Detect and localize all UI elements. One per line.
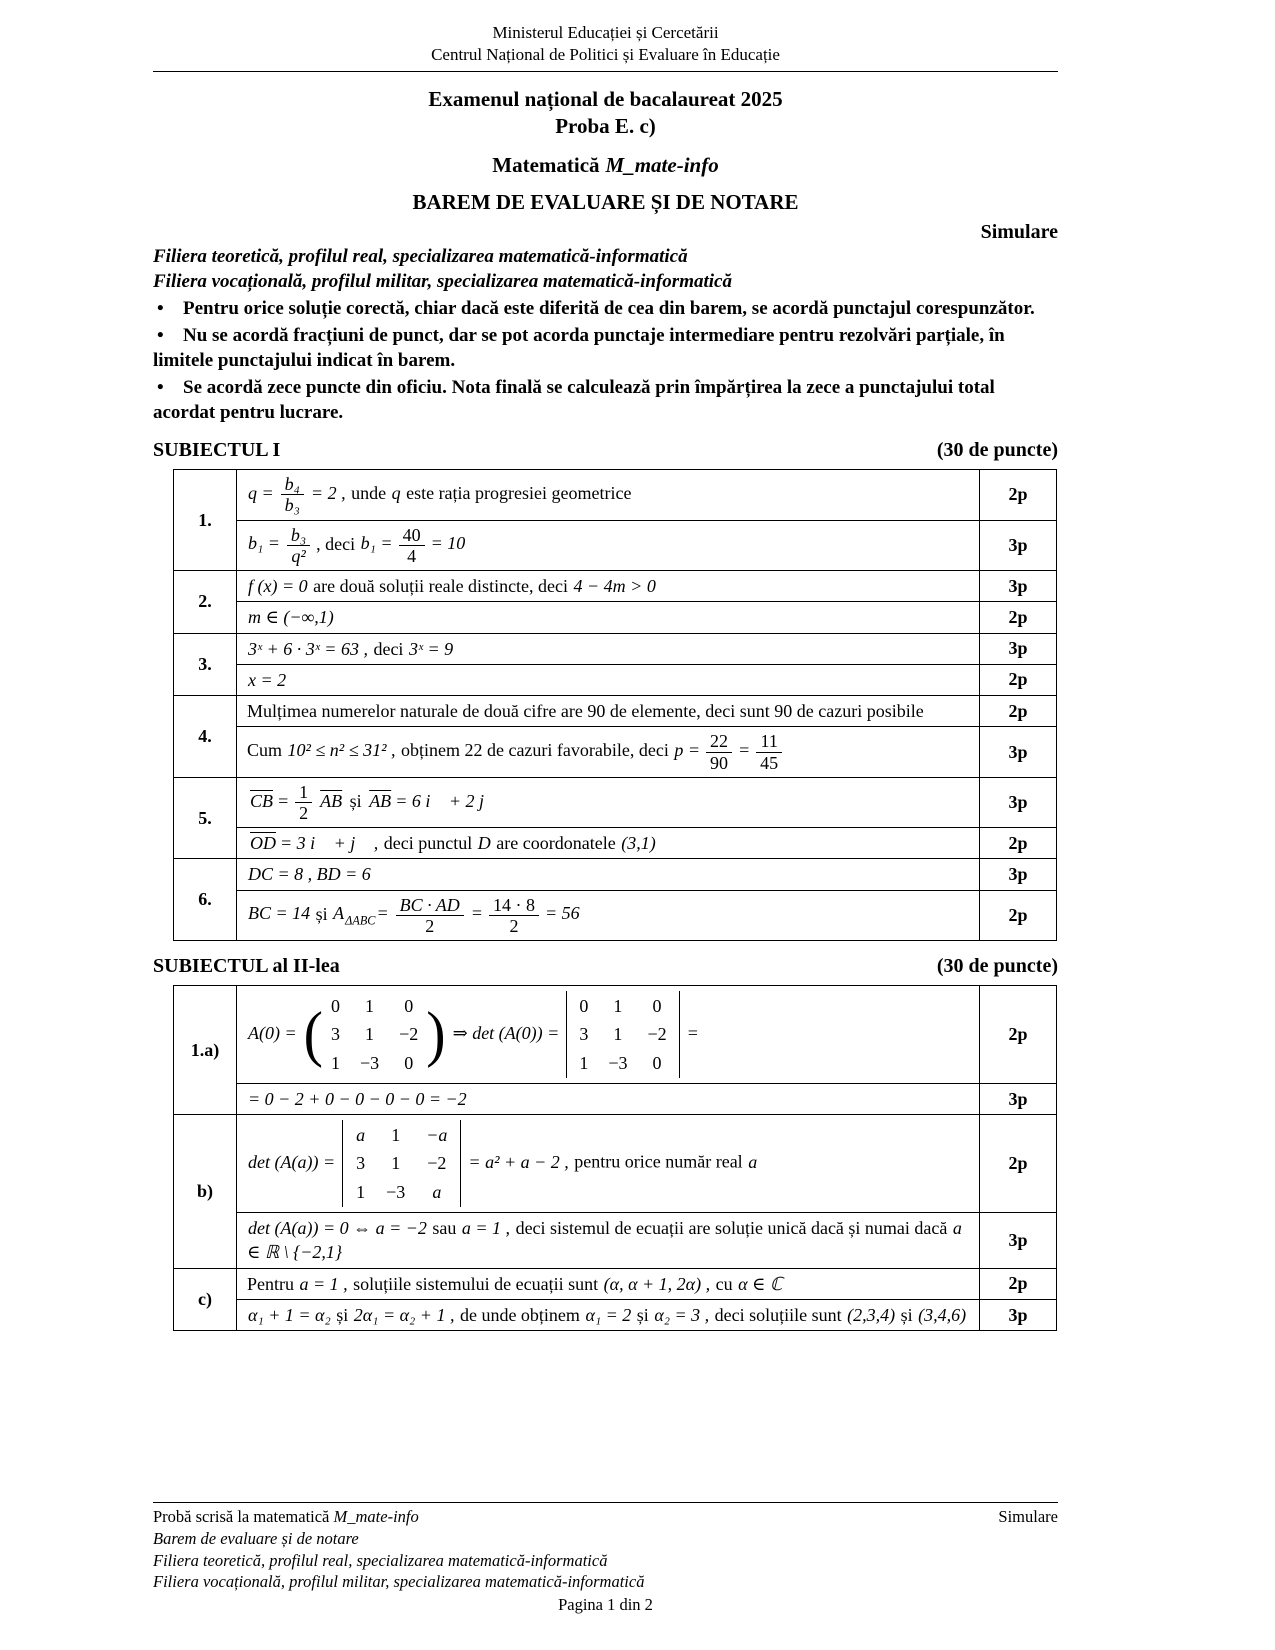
fraction-numerator: 1 bbox=[295, 782, 312, 803]
solution-step bbox=[237, 777, 980, 827]
plain-text: sau bbox=[427, 1218, 461, 1239]
plain-text: obținem 22 de cazuri favorabile, deci bbox=[396, 740, 674, 761]
header-divider bbox=[153, 71, 1058, 72]
matrix bbox=[304, 991, 446, 1078]
instruction-bullet-1 bbox=[153, 296, 1058, 321]
item-number: b) bbox=[174, 1115, 237, 1268]
math-text: b₁ = bbox=[248, 533, 280, 554]
table-row bbox=[174, 570, 1057, 601]
points-value: 2p bbox=[980, 1268, 1057, 1299]
determinant-matrix bbox=[566, 991, 679, 1078]
plain-text: soluțiile sistemului de ecuații sunt bbox=[348, 1273, 603, 1294]
math-text: α₁ = 2 bbox=[585, 1304, 632, 1325]
table-row bbox=[174, 1213, 1057, 1269]
simulare-label: Simulare bbox=[980, 220, 1058, 243]
math-text: a = 1 , bbox=[461, 1218, 511, 1239]
table-row bbox=[174, 890, 1057, 940]
barem-table-subject-2 bbox=[173, 985, 1057, 1331]
math-text: ⇒ det (A(0)) = bbox=[452, 1022, 560, 1043]
math-text: = bbox=[738, 740, 751, 761]
matrix-cell: 1 bbox=[391, 1153, 401, 1174]
solution-step bbox=[237, 470, 980, 520]
footer-left-text: Probă scrisă la matematică bbox=[153, 1507, 334, 1527]
matrix-cell: 3 bbox=[330, 1024, 340, 1045]
solution-step bbox=[237, 1213, 980, 1269]
plain-text: Cum bbox=[247, 740, 287, 761]
section-2-heading bbox=[153, 955, 1058, 978]
filiera-line-1: Filiera teoretică, profilul real, specializarea matematică-informatică bbox=[153, 245, 688, 267]
solution-step bbox=[237, 633, 980, 664]
item-number: 6. bbox=[174, 859, 237, 941]
solution-step bbox=[237, 520, 980, 570]
fraction-numerator: 14 · 8 bbox=[489, 895, 539, 916]
fraction bbox=[280, 474, 305, 515]
vector-overline: $\overline{AB}$ bbox=[320, 790, 343, 811]
math-subscript: ΔABC bbox=[345, 913, 376, 928]
math-text: x = 2 bbox=[248, 669, 287, 690]
right-paren-icon: ) bbox=[426, 998, 446, 1069]
section-1-heading bbox=[153, 439, 1058, 462]
math-text: = 3 i⃗ + j⃗ , bbox=[280, 833, 379, 854]
instruction-text: Nu se acordă fracțiuni de punct, dar se pot acorda punctaje intermediare pentru rezolvări parțiale, în limitele punctajului indicat în barem. bbox=[153, 325, 1005, 372]
table-row bbox=[174, 633, 1057, 664]
section-1-title: SUBIECTUL I bbox=[153, 439, 281, 462]
footer-divider bbox=[153, 1502, 1058, 1503]
plain-text: Mulțimea numerelor naturale de două cifre are 90 de elemente, deci sunt 90 de cazuri posibile bbox=[247, 701, 924, 722]
points-value: 2p bbox=[980, 890, 1057, 940]
ministry-header bbox=[153, 0, 1058, 66]
points-value: 2p bbox=[980, 664, 1057, 695]
matrix-cell: 1 bbox=[356, 1181, 366, 1202]
plain-text: de unde obținem bbox=[455, 1304, 585, 1325]
math-text: = a² + a − 2 , bbox=[468, 1151, 569, 1172]
points-value: 3p bbox=[980, 1213, 1057, 1269]
footer-line-2: Barem de evaluare și de notare bbox=[153, 1528, 359, 1548]
matrix-cell: −3 bbox=[386, 1181, 406, 1202]
plain-text: este rația progresiei geometrice bbox=[401, 483, 632, 504]
math-text: 3ˣ = 9 bbox=[408, 638, 454, 659]
matrix-cell: a bbox=[432, 1181, 442, 1202]
fraction-denominator: 2 bbox=[509, 915, 519, 936]
fraction bbox=[395, 895, 465, 936]
instructions-list bbox=[153, 296, 1058, 425]
fraction-denominator: 2 bbox=[299, 802, 309, 823]
plain-text: și bbox=[331, 1304, 353, 1325]
math-text: a bbox=[748, 1151, 758, 1172]
fraction bbox=[489, 895, 539, 936]
math-text: = 10 bbox=[430, 533, 466, 554]
item-number: 5. bbox=[174, 777, 237, 859]
fraction-numerator: 11 bbox=[756, 731, 782, 752]
math-text: (2,3,4) bbox=[847, 1304, 896, 1325]
math-text: a = 1 , bbox=[299, 1273, 348, 1294]
plain-text: și bbox=[896, 1304, 918, 1325]
footer-simulare-label: Simulare bbox=[998, 1507, 1058, 1527]
barem-title: BAREM DE EVALUARE ȘI DE NOTARE bbox=[412, 189, 799, 214]
ministry-line2: Centrul Național de Politici și Evaluare în Educație bbox=[431, 45, 780, 65]
subject-name: Matematică bbox=[492, 152, 600, 177]
math-text: 4 − 4m > 0 bbox=[573, 575, 656, 596]
solution-step bbox=[237, 1115, 980, 1213]
page-footer bbox=[153, 1502, 1058, 1616]
table-row bbox=[174, 470, 1057, 520]
bullet-icon: • bbox=[157, 377, 164, 399]
solution-step bbox=[237, 985, 980, 1083]
solution-step bbox=[237, 1299, 980, 1330]
math-text: 10² ≤ n² ≤ 31² , bbox=[287, 740, 396, 761]
table-row bbox=[174, 1299, 1057, 1330]
table-row bbox=[174, 1268, 1057, 1299]
fraction-numerator: BC · AD bbox=[396, 895, 464, 916]
plain-text: deci soluțiile sunt bbox=[710, 1304, 847, 1325]
matrix-cell: 0 bbox=[579, 995, 589, 1016]
item-number: c) bbox=[174, 1268, 237, 1331]
plain-text: deci sistemul de ecuații are soluție unică dacă și numai dacă bbox=[511, 1218, 952, 1239]
footer-left-variant: M_mate-info bbox=[333, 1507, 419, 1527]
matrix-cell: 1 bbox=[613, 995, 623, 1016]
points-value: 2p bbox=[980, 602, 1057, 633]
fraction-denominator: 2 bbox=[425, 915, 435, 936]
left-paren-icon: ( bbox=[303, 998, 323, 1069]
section-2-points: (30 de puncte) bbox=[936, 954, 1058, 977]
math-text: f (x) = 0 bbox=[248, 575, 308, 596]
plain-text: unde bbox=[346, 483, 391, 504]
table-row bbox=[174, 696, 1057, 727]
points-value: 2p bbox=[980, 1115, 1057, 1213]
matrix-cell: 1 bbox=[365, 1024, 375, 1045]
math-text: det (A(a)) = bbox=[248, 1151, 336, 1172]
table-row bbox=[174, 727, 1057, 777]
subject-variant: M_mate-info bbox=[605, 152, 719, 177]
solution-step bbox=[237, 890, 980, 940]
table-row bbox=[174, 985, 1057, 1083]
table-row bbox=[174, 664, 1057, 695]
fraction-numerator: b₄ bbox=[281, 474, 304, 495]
fraction-denominator: 4 bbox=[407, 545, 417, 566]
math-text: q = bbox=[248, 483, 274, 504]
solution-step bbox=[237, 1268, 980, 1299]
solution-step bbox=[237, 828, 980, 859]
math-text: = bbox=[470, 903, 483, 924]
fraction-numerator: 22 bbox=[706, 731, 732, 752]
plain-text: are două soluții reale distincte, deci bbox=[308, 575, 573, 596]
points-value: 3p bbox=[980, 570, 1057, 601]
fraction-denominator: 90 bbox=[710, 752, 729, 773]
page-content bbox=[153, 0, 1058, 1331]
matrix-grid bbox=[342, 1120, 461, 1207]
plain-text: și bbox=[632, 1304, 654, 1325]
fraction bbox=[706, 731, 732, 772]
matrix-cell: −3 bbox=[608, 1052, 628, 1073]
table-row bbox=[174, 859, 1057, 890]
math-text: BC = 14 bbox=[248, 903, 311, 924]
math-text: (3,4,6) bbox=[918, 1304, 967, 1325]
solution-step bbox=[237, 1083, 980, 1114]
matrix-cell: −2 bbox=[647, 1024, 667, 1045]
plain-text: și bbox=[311, 903, 333, 924]
bullet-icon: • bbox=[157, 297, 164, 319]
instruction-bullet-3 bbox=[153, 375, 1058, 425]
matrix-cell: 0 bbox=[330, 995, 340, 1016]
instruction-text: Se acordă zece puncte din oficiu. Nota finală se calculează prin împărțirea la zece a punctajului total acordat pentru lucrare. bbox=[153, 377, 995, 424]
table-row bbox=[174, 602, 1057, 633]
vector-overline: $\overline{AB}$ bbox=[369, 790, 392, 811]
plain-text: cu bbox=[711, 1273, 738, 1294]
math-text: DC = 8 , BD = 6 bbox=[248, 864, 371, 885]
fraction bbox=[295, 782, 312, 823]
item-number: 4. bbox=[174, 696, 237, 778]
matrix-cell: a bbox=[356, 1125, 366, 1146]
table-row bbox=[174, 520, 1057, 570]
math-text: A(0) = bbox=[248, 1022, 297, 1043]
math-text: α ∈ ℂ bbox=[738, 1273, 783, 1294]
points-value: 3p bbox=[980, 633, 1057, 664]
points-value: 3p bbox=[980, 859, 1057, 890]
fraction bbox=[399, 525, 425, 566]
points-value: 3p bbox=[980, 777, 1057, 827]
points-value: 3p bbox=[980, 1083, 1057, 1114]
matrix-cell: −2 bbox=[427, 1153, 447, 1174]
math-text: D bbox=[477, 833, 491, 854]
matrix-cell: 3 bbox=[356, 1153, 366, 1174]
table-row bbox=[174, 1115, 1057, 1213]
math-text: α₁ + 1 = α₂ bbox=[248, 1304, 331, 1325]
instruction-text: Pentru orice soluție corectă, chiar dacă este diferită de cea din barem, se acordă punctajul corespunzător. bbox=[183, 297, 1035, 319]
math-text: (3,1) bbox=[621, 833, 656, 854]
points-value: 2p bbox=[980, 985, 1057, 1083]
points-value: 2p bbox=[980, 470, 1057, 520]
plain-text: pentru orice număr real bbox=[569, 1151, 748, 1172]
solution-step bbox=[237, 696, 980, 727]
math-text: = bbox=[686, 1022, 699, 1043]
math-text: = bbox=[277, 790, 290, 811]
matrix-cell: −a bbox=[426, 1125, 448, 1146]
matrix-cell: 0 bbox=[652, 995, 662, 1016]
math-text: = bbox=[376, 903, 389, 924]
subject-title bbox=[153, 153, 1058, 178]
footer-left bbox=[153, 1506, 419, 1528]
math-text: p = bbox=[674, 740, 701, 761]
solution-step bbox=[237, 859, 980, 890]
matrix-cell: 1 bbox=[365, 995, 375, 1016]
table-row bbox=[174, 828, 1057, 859]
table-row bbox=[174, 1083, 1057, 1114]
points-value: 3p bbox=[980, 727, 1057, 777]
fraction bbox=[756, 731, 782, 772]
solution-step bbox=[237, 570, 980, 601]
math-text: m ∈ (−∞,1) bbox=[248, 607, 334, 628]
math-text: a ∈ ℝ \ {−2,1} bbox=[247, 1218, 962, 1263]
math-text: = 56 bbox=[544, 903, 580, 924]
points-value: 3p bbox=[980, 520, 1057, 570]
fraction-denominator: 45 bbox=[760, 752, 779, 773]
math-text: b₁ = bbox=[360, 533, 393, 554]
exam-title: Examenul național de bacalaureat 2025 bbox=[428, 87, 783, 112]
plain-text: , deci bbox=[316, 533, 360, 554]
table-row bbox=[174, 777, 1057, 827]
item-number: 1.a) bbox=[174, 985, 237, 1114]
filiera-line-2: Filiera vocațională, profilul militar, specializarea matematică-informatică bbox=[153, 270, 732, 292]
item-number: 1. bbox=[174, 470, 237, 571]
fraction-denominator: b₃ bbox=[284, 495, 300, 516]
math-text: (α, α + 1, 2α) , bbox=[603, 1273, 711, 1294]
footer-line-3: Filiera teoretică, profilul real, specializarea matematică-informatică bbox=[153, 1550, 608, 1570]
vector-overline: $\overline{OD}$ bbox=[250, 833, 276, 854]
math-text: = 2 , bbox=[310, 483, 346, 504]
determinant-matrix bbox=[342, 1120, 461, 1207]
math-text: α₂ = 3 , bbox=[654, 1304, 710, 1325]
matrix-cell: 1 bbox=[579, 1052, 589, 1073]
proba-title: Proba E. c) bbox=[555, 114, 656, 139]
page-number: Pagina 1 din 2 bbox=[558, 1595, 653, 1615]
matrix-cell: −3 bbox=[359, 1052, 380, 1073]
matrix-cell: 1 bbox=[391, 1125, 401, 1146]
math-text: = 0 − 2 + 0 − 0 − 0 − 0 = −2 bbox=[248, 1088, 467, 1109]
points-value: 3p bbox=[980, 1299, 1057, 1330]
matrix-cell: −2 bbox=[399, 1024, 419, 1045]
matrix-grid bbox=[566, 991, 679, 1078]
barem-table-subject-1 bbox=[173, 469, 1057, 941]
points-value: 2p bbox=[980, 828, 1057, 859]
matrix-grid bbox=[323, 991, 426, 1078]
fraction-numerator: 40 bbox=[399, 525, 425, 546]
matrix-cell: 0 bbox=[652, 1052, 662, 1073]
matrix-cell: 3 bbox=[579, 1024, 589, 1045]
math-text: 2α₁ = α₂ + 1 , bbox=[353, 1304, 455, 1325]
plain-text: deci bbox=[368, 638, 408, 659]
points-value: 2p bbox=[980, 696, 1057, 727]
plain-text: deci punctul bbox=[379, 833, 477, 854]
plain-text: și bbox=[345, 790, 367, 811]
footer-line-1 bbox=[153, 1506, 1058, 1528]
solution-step bbox=[237, 664, 980, 695]
matrix-cell: 1 bbox=[613, 1024, 623, 1045]
instruction-bullet-2 bbox=[153, 323, 1058, 373]
fraction bbox=[286, 525, 311, 566]
section-1-points: (30 de puncte) bbox=[936, 439, 1058, 462]
matrix-cell: 1 bbox=[330, 1052, 340, 1073]
math-text: = 6 i⃗ + 2 j⃗ bbox=[395, 790, 498, 811]
footer-line-4: Filiera vocațională, profilul militar, specializarea matematică-informatică bbox=[153, 1572, 645, 1592]
fraction-denominator: q² bbox=[291, 545, 306, 566]
vector-overline: $\overline{CB}$ bbox=[250, 790, 274, 811]
fraction-numerator: b₃ bbox=[287, 525, 310, 546]
plain-text: are coordonatele bbox=[491, 833, 621, 854]
solution-step bbox=[237, 727, 980, 777]
math-text: A bbox=[333, 903, 345, 924]
item-number: 3. bbox=[174, 633, 237, 696]
plain-text: Pentru bbox=[247, 1273, 299, 1294]
item-number: 2. bbox=[174, 570, 237, 633]
math-text: q bbox=[391, 483, 401, 504]
matrix-cell: 0 bbox=[404, 995, 414, 1016]
matrix-cell: 0 bbox=[404, 1052, 414, 1073]
section-2-title: SUBIECTUL al II-lea bbox=[153, 954, 340, 977]
bullet-icon: • bbox=[157, 325, 164, 347]
math-text: det (A(a)) = 0 ⇔ a = −2 bbox=[248, 1218, 427, 1239]
math-text: 3ˣ + 6 · 3ˣ = 63 , bbox=[248, 638, 368, 659]
solution-step bbox=[237, 602, 980, 633]
ministry-line1: Ministerul Educației și Cercetării bbox=[492, 23, 719, 42]
